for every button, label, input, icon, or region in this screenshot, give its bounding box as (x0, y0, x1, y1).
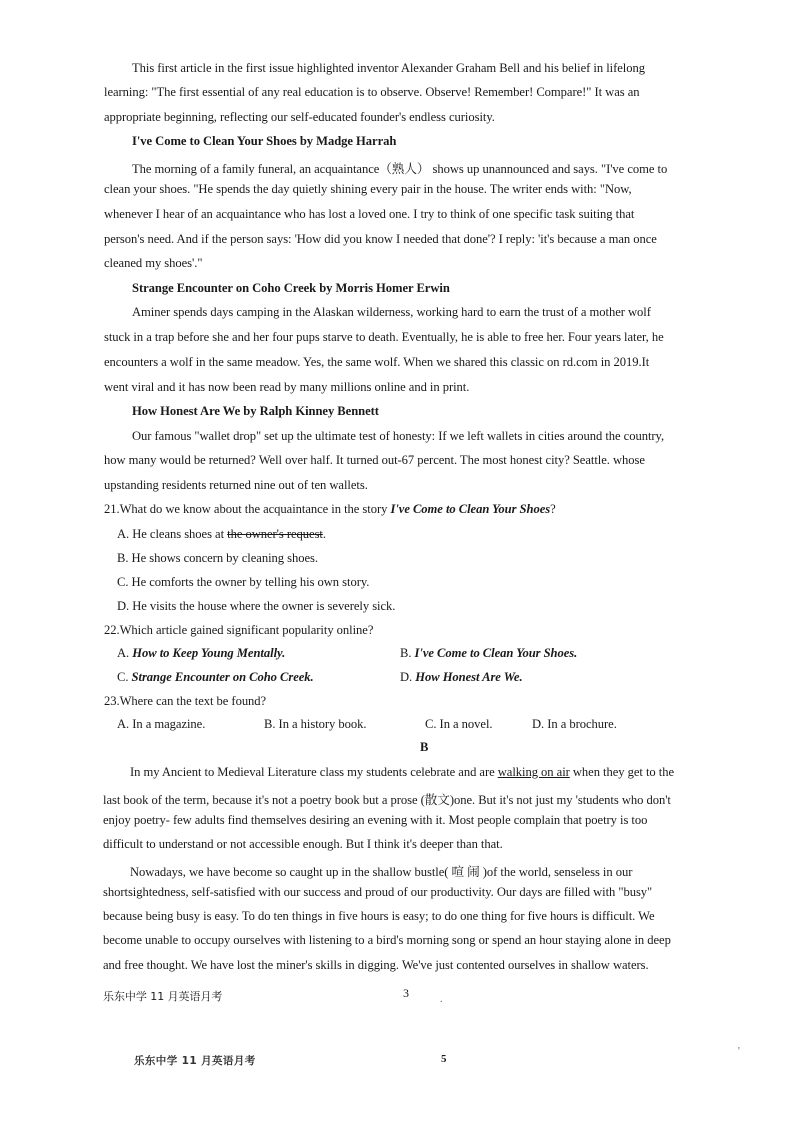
speck-mark: . (440, 994, 443, 1005)
q23-option-b: B. In a history book. (264, 717, 367, 731)
shoes-line-1: The morning of a family funeral, an acquaintance（熟人） shows up unannounced and says. "I've come to (132, 162, 668, 176)
passage-b-line-2: last book of the term, because it's not a poetry book but a prose (散文)one. But it's not just my 'students who don't (103, 793, 671, 807)
q21-option-a-prefix: A. He cleans shoes at (117, 527, 228, 541)
q22-option-b (400, 646, 577, 661)
passage-b-line-4: difficult to understand or not accessible enough. But I think it's deeper than that. (103, 837, 503, 851)
q21-option-a-struck: the owner's request (227, 527, 323, 541)
q22-option-a-label: A. (117, 646, 133, 660)
passage-b-line-7: because being busy is easy. To do ten things in five hours is easy; to do one thing for five hours is difficult. We (103, 909, 655, 923)
passage-b-line-8: become unable to occupy ourselves with listening to a bird's morning song or spend an hour staying alone in deep (103, 933, 671, 947)
section-b-label: B (420, 740, 429, 754)
faint-footer-page-number: 5 (441, 1053, 447, 1065)
passage-b-underlined-phrase: walking on air (497, 765, 570, 779)
q22-option-a (117, 646, 285, 661)
shoes-line-4: person's need. And if the person says: 'How did you know I needed that done'? I reply: 'it's because a man once (104, 232, 657, 246)
intro-line-1: This first article in the first issue highlighted inventor Alexander Graham Bell and his belief in lifelong (132, 61, 645, 75)
coho-heading: Strange Encounter on Coho Creek by Morris Homer Erwin (132, 281, 450, 295)
q21-option-b: B. He shows concern by cleaning shoes. (117, 551, 318, 565)
honest-line-1: Our famous "wallet drop" set up the ultimate test of honesty: If we left wallets in cities around the country, (132, 429, 665, 443)
intro-line-2: learning: "The first essential of any real education is to observe. Observe! Remember! Compare!" It was an (104, 85, 640, 99)
passage-b-line-5: Nowadays, we have become so caught up in the shallow bustle( 喧 闹 )of the world, senseless in our (130, 865, 633, 879)
q22-option-d-label: D. (400, 670, 416, 684)
passage-b-line-1 (130, 765, 674, 780)
q22-option-b-text: I've Come to Clean Your Shoes. (414, 646, 578, 660)
footer-school-exam: 乐东中学 11 月英语月考 (103, 990, 223, 1003)
q21-option-d: D. He visits the house where the owner is severely sick. (117, 599, 396, 613)
honest-line-3: upstanding residents returned nine out of ten wallets. (104, 478, 368, 492)
shoes-line-5: cleaned my shoes'." (104, 256, 203, 270)
q21-option-c: C. He comforts the owner by telling his own story. (117, 575, 370, 589)
q21-stem-prefix: 21.What do we know about the acquaintance in the story (104, 502, 391, 516)
coho-line-1: Aminer spends days camping in the Alaskan wilderness, working hard to earn the trust of a mother wolf (132, 305, 651, 319)
faint-footer-school-exam: 乐东中学 11 月英语月考 (134, 1055, 256, 1067)
passage-b-line-1-suffix: when they get to the (569, 765, 675, 779)
q23-option-a: A. In a magazine. (117, 717, 206, 731)
passage-b-line-1-prefix: In my Ancient to Medieval Literature class my students celebrate and are (130, 765, 498, 779)
q22-option-c-label: C. (117, 670, 132, 684)
shoes-line-3: whenever I hear of an acquaintance who has lost a loved one. I try to think of one specific task suiting that (104, 207, 635, 221)
q22-option-d-text: How Honest Are We. (415, 670, 523, 684)
shoes-heading: I've Come to Clean Your Shoes by Madge Harrah (132, 134, 397, 148)
q21-stem-title: I've Come to Clean Your Shoes (390, 502, 551, 516)
q23-stem: 23.Where can the text be found? (104, 694, 267, 708)
edge-speck-mark: ' (738, 1046, 740, 1057)
q21-option-a-suffix: . (322, 527, 326, 541)
q21-stem-suffix: ? (550, 502, 556, 516)
coho-line-4: went viral and it has now been read by many millions online and in print. (104, 380, 470, 394)
q22-stem: 22.Which article gained significant popularity online? (104, 623, 374, 637)
footer-page-number: 3 (403, 986, 409, 1000)
q23-option-d: D. In a brochure. (532, 717, 617, 731)
q21-stem (104, 502, 556, 517)
intro-line-3: appropriate beginning, reflecting our self-educated founder's endless curiosity. (104, 110, 495, 124)
q21-option-a (117, 527, 326, 542)
q22-option-b-label: B. (400, 646, 415, 660)
q23-option-c: C. In a novel. (425, 717, 493, 731)
q22-option-c-text: Strange Encounter on Coho Creek. (131, 670, 314, 684)
passage-b-line-6: shortsightedness, self-satisfied with our success and proud of our productivity. Our days are filled with "busy" (103, 885, 653, 899)
honest-line-2: how many would be returned? Well over half. It turned out-67 percent. The most honest city? Seattle. whose (104, 453, 645, 467)
q22-option-a-text: How to Keep Young Mentally. (132, 646, 286, 660)
passage-b-line-9: and free thought. We have lost the miner's skills in digging. We've just contented ourselves in shallow waters. (103, 958, 649, 972)
coho-line-2: stuck in a trap before she and her four pups starve to death. Eventually, he is able to free her. Four years later, he (104, 330, 664, 344)
honest-heading: How Honest Are We by Ralph Kinney Bennett (132, 404, 379, 418)
q22-option-c (117, 670, 314, 685)
coho-line-3: encounters a wolf in the same meadow. Yes, the same wolf. When we shared this classic on rd.com in 2019.It (104, 355, 650, 369)
q22-option-d (400, 670, 523, 685)
passage-b-line-3: enjoy poetry- few adults find themselves desiring an evening with it. Most people complain that poetry is too (103, 813, 648, 827)
shoes-line-2: clean your shoes. "He spends the day quietly shining every pair in the house. The writer ends with: "Now, (104, 182, 632, 196)
